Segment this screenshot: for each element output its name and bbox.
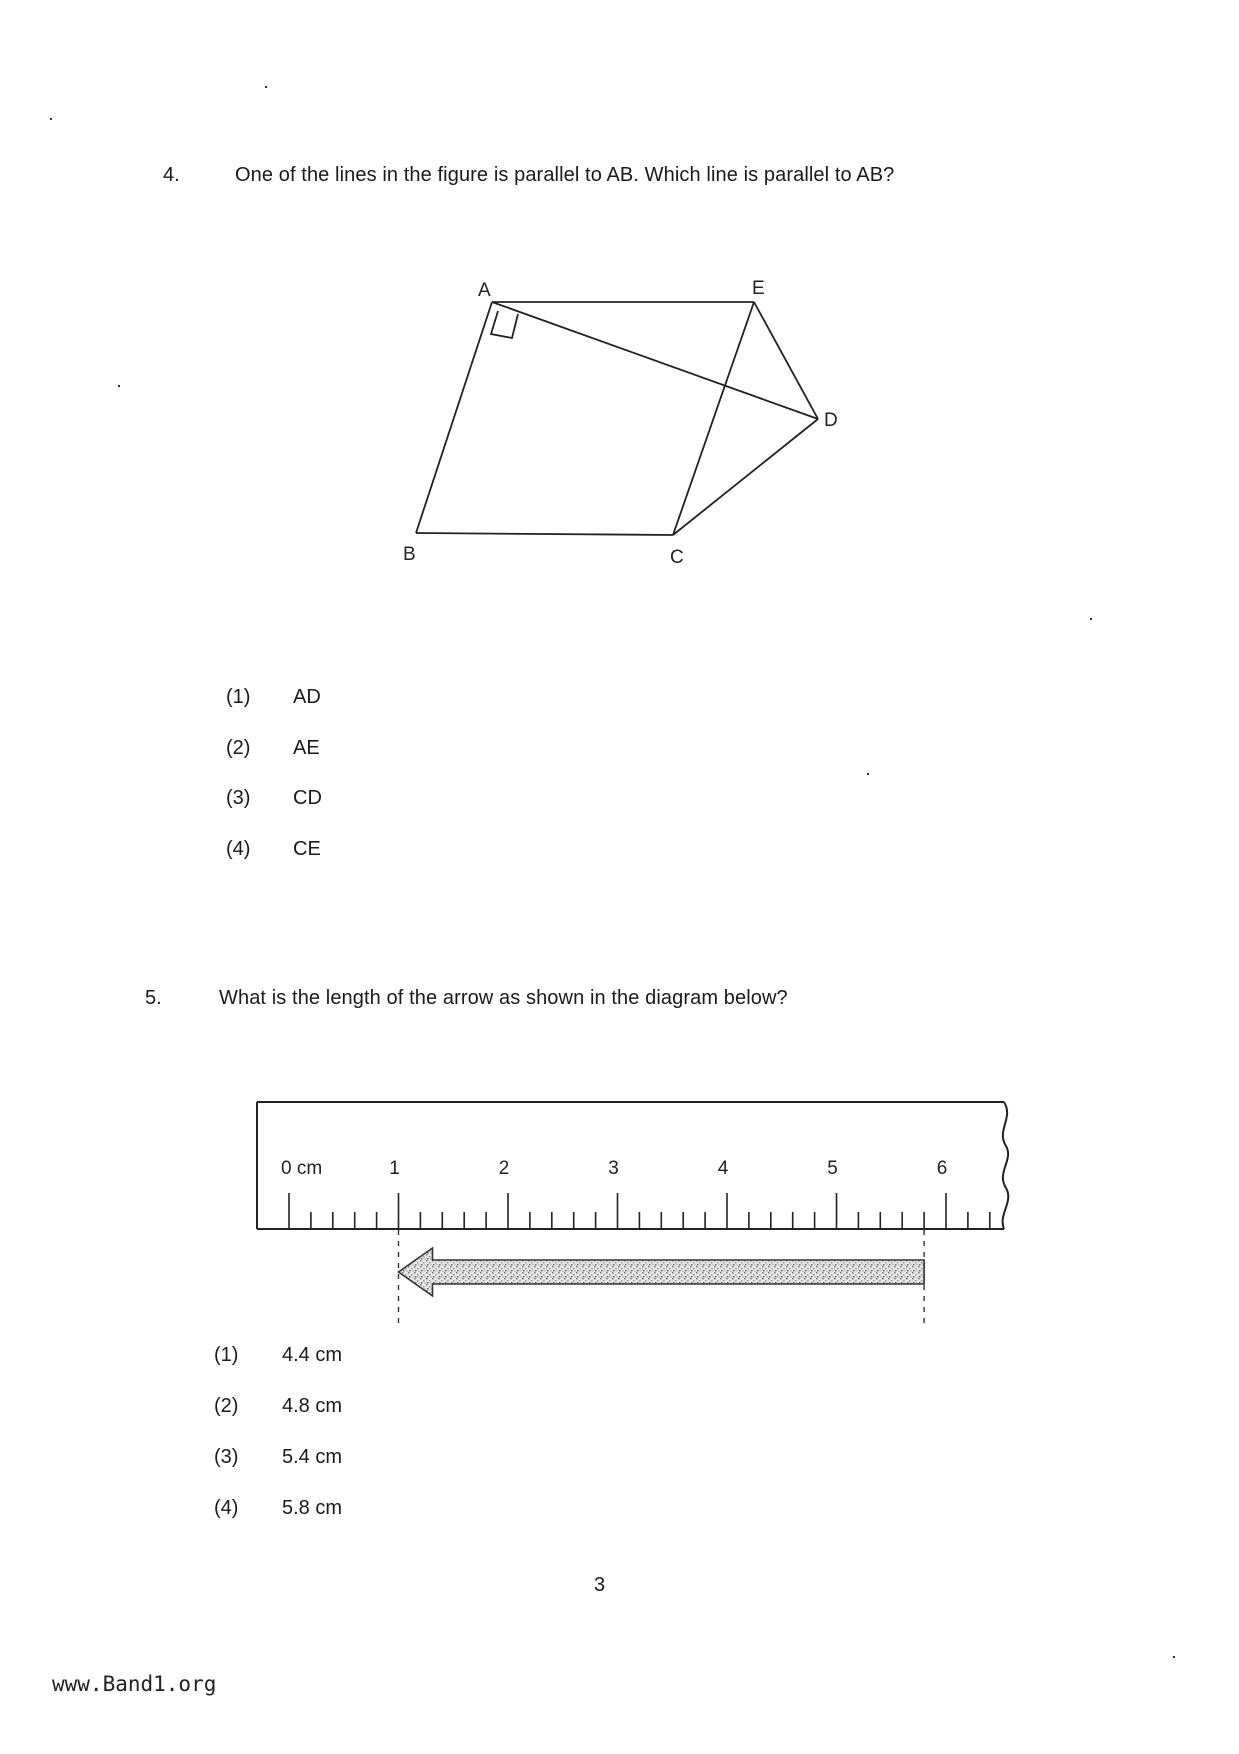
ruler-label-4: 4 bbox=[717, 1158, 729, 1179]
point-label-E: E bbox=[752, 278, 765, 299]
line-CD bbox=[673, 419, 818, 535]
footer-url: www.Band1.org bbox=[52, 1672, 217, 1696]
option-number: (1) bbox=[226, 686, 251, 708]
option-value: CE bbox=[293, 838, 321, 860]
point-label-D: D bbox=[824, 410, 838, 431]
ruler-label-3: 3 bbox=[608, 1158, 619, 1179]
question-5-text: What is the length of the arrow as shown in the diagram below? bbox=[219, 987, 788, 1009]
geometry-figure bbox=[380, 265, 870, 580]
right-angle-marker bbox=[491, 311, 518, 338]
line-BC bbox=[416, 533, 673, 535]
scan-speck bbox=[1173, 1656, 1175, 1658]
ruler-ticks bbox=[289, 1193, 990, 1229]
ruler-labels bbox=[281, 1158, 947, 1179]
option-value: 4.4 cm bbox=[282, 1344, 343, 1366]
option-value: CD bbox=[293, 787, 322, 809]
question-4-text: One of the lines in the figure is parallel to AB. Which line is parallel to AB? bbox=[235, 164, 895, 186]
option-value: AE bbox=[293, 737, 320, 759]
point-label-B: B bbox=[403, 544, 416, 565]
question-5-number: 5. bbox=[145, 987, 162, 1009]
option-value: 4.8 cm bbox=[282, 1395, 343, 1417]
option-number: (4) bbox=[214, 1497, 239, 1519]
ruler-label-0: 0 cm bbox=[281, 1158, 323, 1179]
line-ED bbox=[754, 302, 818, 419]
line-EC bbox=[673, 302, 754, 535]
option-number: (3) bbox=[226, 787, 251, 809]
option-number: (4) bbox=[226, 838, 251, 860]
ruler-torn-edge bbox=[1003, 1102, 1009, 1229]
ruler-label-1: 1 bbox=[389, 1158, 400, 1179]
page-number: 3 bbox=[594, 1574, 606, 1596]
option-number: (2) bbox=[226, 737, 251, 759]
scan-speck bbox=[265, 86, 267, 88]
line-AB bbox=[416, 302, 492, 533]
question-4-number: 4. bbox=[163, 164, 180, 186]
scan-speck bbox=[867, 773, 869, 775]
option-value: AD bbox=[293, 686, 321, 708]
line-AD bbox=[492, 302, 818, 419]
ruler-label-5: 5 bbox=[827, 1158, 838, 1179]
option-number: (1) bbox=[214, 1344, 239, 1366]
point-label-C: C bbox=[670, 547, 684, 568]
scan-speck bbox=[118, 385, 120, 387]
option-number: (3) bbox=[214, 1446, 239, 1468]
option-value: 5.8 cm bbox=[282, 1497, 343, 1519]
option-number: (2) bbox=[214, 1395, 239, 1417]
ruler-label-6: 6 bbox=[936, 1158, 948, 1179]
ruler-label-2: 2 bbox=[498, 1158, 510, 1179]
option-value: 5.4 cm bbox=[282, 1446, 343, 1468]
measured-arrow bbox=[399, 1248, 925, 1296]
scan-speck bbox=[50, 118, 52, 120]
point-label-A: A bbox=[478, 280, 491, 301]
ruler-diagram bbox=[240, 1090, 1020, 1330]
scan-speck bbox=[1090, 618, 1092, 620]
